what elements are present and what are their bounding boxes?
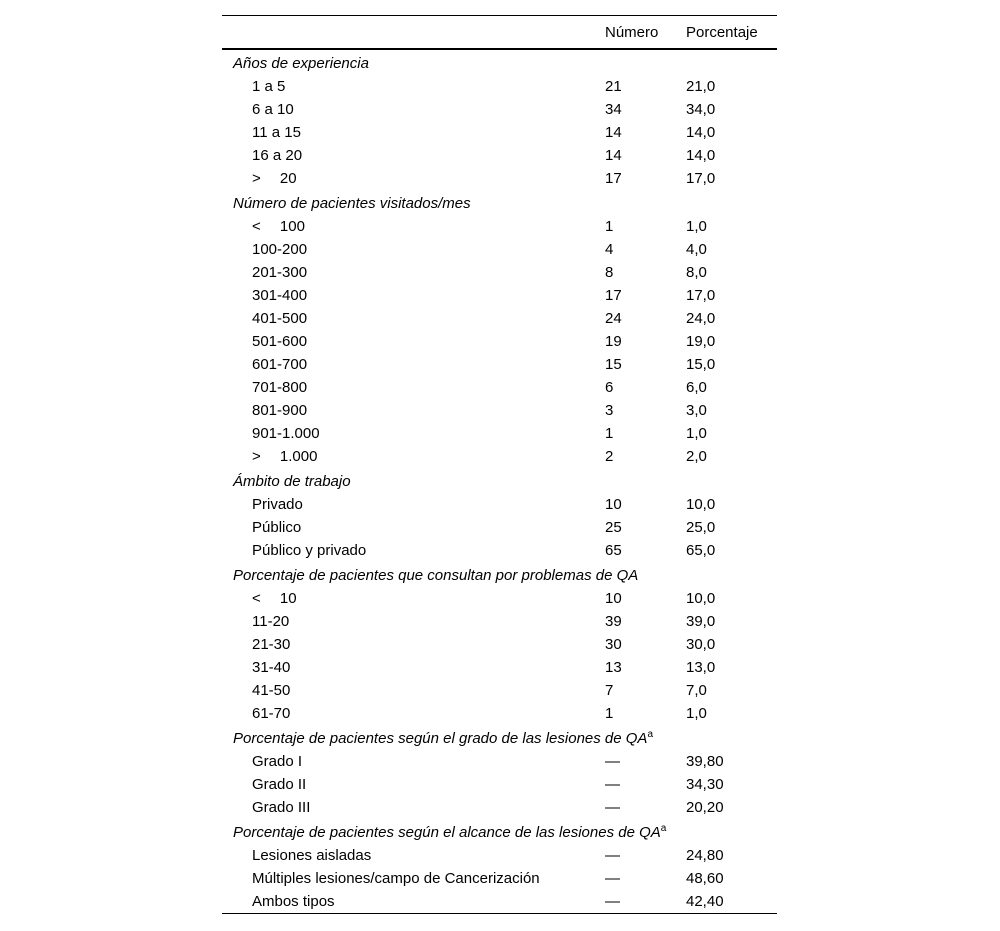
row-percentage: 1,0: [686, 218, 707, 235]
row-number: 6: [605, 379, 614, 396]
table-row: [222, 215, 777, 238]
row-percentage: 3,0: [686, 402, 707, 419]
section-title: [222, 192, 777, 215]
row-percentage: 6,0: [686, 379, 707, 396]
table-row: [222, 238, 777, 261]
row-number: 17: [605, 170, 622, 187]
row-label: 601-700: [252, 356, 308, 373]
section-title-text: Número de pacientes visitados/mes: [233, 195, 471, 212]
row-percentage: 25,0: [686, 519, 716, 536]
row-number: 1: [605, 218, 614, 235]
table-body: [222, 50, 777, 913]
row-label: 6 a 10: [252, 101, 294, 118]
row-label: Grado III: [252, 799, 311, 816]
row-label: 11 a 15: [252, 124, 301, 141]
row-percentage: 42,40: [686, 893, 724, 910]
row-percentage: 1,0: [686, 425, 707, 442]
table-row: [222, 422, 777, 445]
row-label: Ambos tipos: [252, 893, 335, 910]
section-title-text: Porcentaje de pacientes según el alcance de las lesiones de QA: [233, 824, 661, 841]
table-row: [222, 376, 777, 399]
row-percentage: 65,0: [686, 542, 716, 559]
row-label: Grado II: [252, 776, 307, 793]
section-title: [222, 821, 777, 844]
header-porcentaje: Porcentaje: [686, 24, 758, 41]
row-percentage: 24,0: [686, 310, 716, 327]
row-label: 701-800: [252, 379, 308, 396]
table-row: [222, 587, 777, 610]
row-number: 30: [605, 636, 622, 653]
row-percentage: 39,0: [686, 613, 716, 630]
row-percentage: 19,0: [686, 333, 716, 350]
row-percentage: 10,0: [686, 496, 716, 513]
row-percentage: 30,0: [686, 636, 716, 653]
table-header: [222, 16, 777, 50]
row-number: —: [605, 799, 620, 816]
row-number: —: [605, 893, 620, 910]
row-percentage: 10,0: [686, 590, 716, 607]
row-label: 100-200: [252, 241, 308, 258]
footnote-marker: a: [647, 729, 654, 740]
table-row: [222, 330, 777, 353]
table-row: [222, 702, 777, 725]
row-label: 11-20: [252, 613, 290, 630]
row-percentage: 13,0: [686, 659, 716, 676]
row-label: < 100: [252, 218, 305, 235]
table-section: [222, 562, 777, 725]
row-percentage: 17,0: [686, 170, 716, 187]
section-title: [222, 564, 777, 587]
row-label: 201-300: [252, 264, 308, 281]
table-row: [222, 844, 777, 867]
row-label: 16 a 20: [252, 147, 303, 164]
row-number: —: [605, 753, 620, 770]
data-table: [222, 15, 777, 914]
row-percentage: 14,0: [686, 124, 716, 141]
row-number: —: [605, 870, 620, 887]
section-title-text: Años de experiencia: [233, 55, 369, 72]
row-label: 61-70: [252, 705, 291, 722]
row-number: 24: [605, 310, 622, 327]
table-row: [222, 516, 777, 539]
row-number: 34: [605, 101, 622, 118]
table-section: [222, 50, 777, 190]
row-label: Público: [252, 519, 302, 536]
row-percentage: 21,0: [686, 78, 716, 95]
section-title-text: Porcentaje de pacientes que consultan por problemas de QA: [233, 567, 639, 584]
row-number: 8: [605, 264, 614, 281]
row-number: 1: [605, 705, 614, 722]
table-row: [222, 98, 777, 121]
row-percentage: 24,80: [686, 847, 724, 864]
table-row: [222, 144, 777, 167]
row-label: 1 a 5: [252, 78, 286, 95]
row-label: 21-30: [252, 636, 291, 653]
table-row: [222, 867, 777, 890]
table-row: [222, 261, 777, 284]
table-row: [222, 679, 777, 702]
section-title: [222, 727, 777, 750]
footnote-marker: a: [660, 823, 667, 834]
row-label: 901-1.000: [252, 425, 320, 442]
row-number: 2: [605, 448, 614, 465]
table-row: [222, 121, 777, 144]
row-number: 19: [605, 333, 622, 350]
table-row: [222, 610, 777, 633]
row-label: Público y privado: [252, 542, 367, 559]
row-label: 501-600: [252, 333, 308, 350]
table-row: [222, 633, 777, 656]
row-number: —: [605, 847, 620, 864]
row-label: Múltiples lesiones/campo de Cancerización: [252, 870, 540, 887]
section-title-text: Ámbito de trabajo: [233, 473, 351, 490]
row-number: 3: [605, 402, 614, 419]
row-label: < 10: [252, 590, 297, 607]
table-row: [222, 167, 777, 190]
row-number: 17: [605, 287, 622, 304]
row-number: 25: [605, 519, 622, 536]
table-row: [222, 445, 777, 468]
table-row: [222, 75, 777, 98]
table-row: [222, 307, 777, 330]
row-percentage: 15,0: [686, 356, 716, 373]
row-number: 39: [605, 613, 622, 630]
row-label: > 1.000: [252, 448, 318, 465]
row-percentage: 48,60: [686, 870, 724, 887]
table-row: [222, 796, 777, 819]
row-label: 41-50: [252, 682, 291, 699]
row-number: 4: [605, 241, 614, 258]
row-percentage: 34,30: [686, 776, 724, 793]
row-number: 7: [605, 682, 614, 699]
table-row: [222, 399, 777, 422]
table-section: [222, 190, 777, 468]
row-label: Privado: [252, 496, 303, 513]
table-row: [222, 750, 777, 773]
row-label: 801-900: [252, 402, 308, 419]
row-percentage: 2,0: [686, 448, 707, 465]
section-title: [222, 52, 777, 75]
section-title: [222, 470, 777, 493]
row-percentage: 7,0: [686, 682, 707, 699]
row-percentage: 39,80: [686, 753, 724, 770]
table-row: [222, 656, 777, 679]
row-percentage: 17,0: [686, 287, 716, 304]
row-percentage: 4,0: [686, 241, 707, 258]
table-row: [222, 539, 777, 562]
table-row: [222, 773, 777, 796]
row-label: 401-500: [252, 310, 308, 327]
table-section: [222, 468, 777, 562]
row-label: > 20: [252, 170, 297, 187]
row-label: Lesiones aisladas: [252, 847, 372, 864]
row-number: 15: [605, 356, 622, 373]
row-number: 14: [605, 124, 622, 141]
row-number: 10: [605, 590, 622, 607]
row-number: 65: [605, 542, 622, 559]
header-numero: Número: [605, 24, 659, 41]
row-number: 1: [605, 425, 614, 442]
table-section: [222, 725, 777, 819]
row-number: 21: [605, 78, 622, 95]
row-number: 10: [605, 496, 622, 513]
table-row: [222, 284, 777, 307]
row-percentage: 34,0: [686, 101, 716, 118]
table-section: [222, 819, 777, 913]
table-row: [222, 890, 777, 913]
row-number: 14: [605, 147, 622, 164]
row-percentage: 14,0: [686, 147, 716, 164]
row-number: 13: [605, 659, 622, 676]
table-row: [222, 353, 777, 376]
table-row: [222, 493, 777, 516]
row-number: —: [605, 776, 620, 793]
row-percentage: 1,0: [686, 705, 707, 722]
row-percentage: 20,20: [686, 799, 724, 816]
row-percentage: 8,0: [686, 264, 707, 281]
row-label: 301-400: [252, 287, 308, 304]
row-label: Grado I: [252, 753, 303, 770]
section-title-text: Porcentaje de pacientes según el grado de las lesiones de QA: [233, 730, 648, 747]
row-label: 31-40: [252, 659, 291, 676]
